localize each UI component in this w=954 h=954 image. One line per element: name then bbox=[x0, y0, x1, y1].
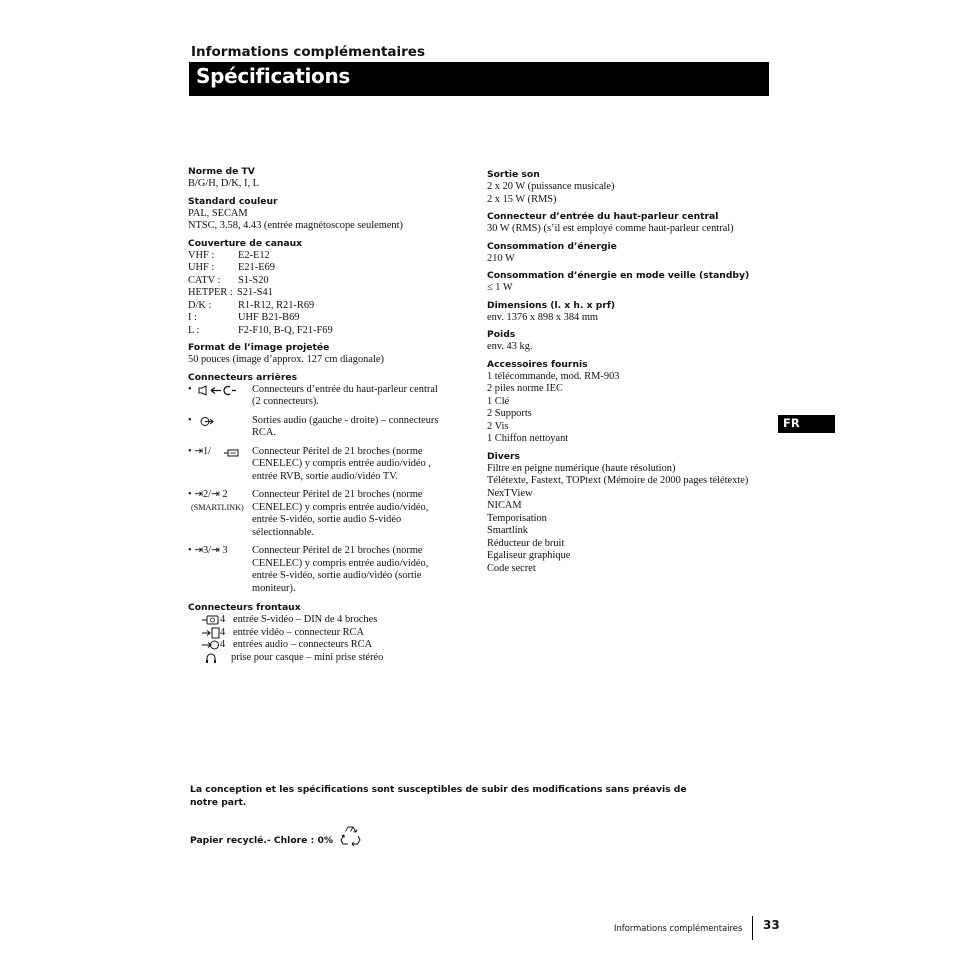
connector-desc: entrées audio – connecteurs RCA bbox=[233, 639, 373, 650]
language-tab bbox=[778, 415, 835, 433]
channel-row bbox=[188, 300, 478, 313]
connector-desc: prise pour casque – mini prise stéréo bbox=[231, 651, 384, 663]
spec-value: 2 Supports bbox=[487, 408, 532, 419]
footer-divider bbox=[752, 916, 753, 940]
spec-value: Réducteur de bruit bbox=[487, 537, 565, 549]
spec-value: ≤ 1 W bbox=[487, 282, 513, 293]
left-column bbox=[188, 165, 478, 668]
connector-desc: entrée S-vidéo, sortie audio/vidéo (sortie bbox=[252, 570, 422, 581]
channel-range: F2-F10, B-Q, F21-F69 bbox=[238, 324, 333, 336]
spec-tv-standard bbox=[188, 165, 478, 191]
connector-symbol bbox=[188, 384, 252, 397]
spec-value: 210 W bbox=[487, 252, 515, 264]
front-connector-item bbox=[188, 639, 478, 652]
channel-band: HETPER : bbox=[188, 287, 233, 298]
connector-label: • ⇥2/⇥ 2 bbox=[188, 489, 228, 500]
spec-heading: Poids bbox=[487, 329, 516, 340]
connector-desc: Connecteurs d’entrée du haut-parleur central bbox=[252, 383, 438, 395]
channel-band: VHF : bbox=[188, 249, 215, 261]
connector-desc: CENELEC) y compris entrée audio/vidéo, bbox=[252, 557, 429, 569]
connector-desc: entrée RVB, sortie audio/vidéo TV. bbox=[252, 470, 398, 482]
front-connector-item bbox=[188, 614, 478, 627]
spec-heading: Connecteurs arrières bbox=[188, 371, 298, 383]
spec-heading: Consommation d’énergie en mode veille (standby) bbox=[487, 270, 750, 281]
spec-value: 2 x 15 W (RMS) bbox=[487, 193, 557, 205]
channel-row bbox=[188, 275, 478, 288]
spec-heading: Dimensions (l. x h. x prf) bbox=[487, 299, 616, 311]
footer-section-name: Informations complémentaires bbox=[614, 923, 743, 933]
connector-symbol bbox=[188, 446, 252, 459]
page-number: 33 bbox=[763, 918, 780, 932]
channel-range: E21-E69 bbox=[238, 262, 275, 273]
spec-rear-connectors bbox=[188, 371, 478, 596]
spec-weight bbox=[487, 328, 777, 354]
spec-value: 2 x 20 W (puissance musicale) bbox=[487, 181, 615, 192]
spec-misc bbox=[487, 450, 777, 576]
spec-heading: Sortie son bbox=[487, 169, 540, 180]
disclaimer-notice: La conception et les spécifications sont susceptibles de subir des modifications sans préavis de notre part. bbox=[190, 784, 687, 808]
rear-connector-item bbox=[188, 489, 478, 539]
video-input-icon bbox=[202, 627, 220, 639]
language-label: FR bbox=[783, 416, 800, 430]
spec-accessories bbox=[487, 358, 777, 446]
spec-value: NexTView bbox=[487, 487, 533, 499]
channel-range: S21-S41 bbox=[237, 287, 273, 298]
spec-heading: Consommation d’énergie bbox=[487, 240, 617, 252]
spec-dimensions bbox=[487, 299, 777, 325]
spec-color-standard bbox=[188, 195, 478, 233]
spec-standby-power bbox=[487, 269, 777, 295]
spec-heading: Couverture de canaux bbox=[188, 237, 303, 249]
connector-desc: Connecteur Péritel de 21 broches (norme bbox=[252, 545, 423, 556]
spec-value: Smartlink bbox=[487, 525, 528, 536]
smartlink-label: (SMARTLINK) bbox=[191, 502, 244, 512]
recycled-paper-note: Papier recyclé.- Chlore : 0% bbox=[190, 835, 334, 846]
connector-number: 4 bbox=[220, 626, 226, 638]
rear-connector-item bbox=[188, 415, 478, 440]
bullet: • bbox=[188, 414, 192, 426]
connector-symbol bbox=[188, 545, 252, 558]
spec-channel-coverage bbox=[188, 237, 478, 338]
spec-value: 1 télécommande, mod. RM-903 bbox=[487, 370, 620, 382]
channel-row bbox=[188, 287, 478, 300]
spec-front-connectors bbox=[188, 601, 478, 664]
spec-heading: Divers bbox=[487, 450, 520, 462]
connector-label: • ⇥3/⇥ 3 bbox=[188, 545, 228, 556]
channel-row bbox=[188, 312, 478, 325]
spec-value: Temporisation bbox=[487, 512, 547, 524]
spec-heading: Accessoires fournis bbox=[487, 358, 588, 370]
connector-desc: Connecteur Péritel de 21 broches (norme bbox=[252, 489, 423, 500]
section-title: Informations complémentaires bbox=[191, 44, 425, 60]
connector-desc: Sorties audio (gauche - droite) – connecteurs bbox=[252, 414, 439, 426]
spec-heading: Format de l’image projetée bbox=[188, 342, 330, 353]
spec-value: NICAM bbox=[487, 500, 522, 511]
audio-output-icon bbox=[199, 416, 215, 427]
rgb-input-icon bbox=[224, 447, 240, 458]
page-title: Spécifications bbox=[196, 64, 351, 88]
connector-number: 4 bbox=[220, 639, 226, 650]
connector-symbol bbox=[188, 489, 252, 514]
connector-desc: Connecteur Péritel de 21 broches (norme bbox=[252, 445, 423, 457]
channel-band: D/K : bbox=[188, 299, 212, 311]
spec-value: Egaliseur graphique bbox=[487, 550, 571, 561]
connector-symbol bbox=[188, 415, 252, 428]
page-title-bar bbox=[189, 62, 769, 96]
channel-band: UHF : bbox=[188, 262, 215, 273]
rear-connector-item bbox=[188, 384, 478, 409]
connector-desc: CENELEC) y compris entrée audio/vidéo, bbox=[252, 501, 429, 513]
channel-row bbox=[188, 262, 478, 275]
connector-label: • ⇥1/ bbox=[188, 445, 212, 457]
connector-desc: entrée S-vidéo – DIN de 4 broches bbox=[233, 614, 378, 625]
speaker-input-icon bbox=[197, 385, 237, 396]
connector-desc: entrée S-vidéo, sortie audio S-vidéo bbox=[252, 514, 402, 525]
spec-heading: Standard couleur bbox=[188, 195, 278, 207]
spec-value: 50 pouces (image d’approx. 127 cm diagonale) bbox=[188, 354, 384, 365]
connector-desc: entrée vidéo – connecteur RCA bbox=[233, 626, 364, 638]
channel-row bbox=[188, 325, 478, 338]
connector-desc: RCA. bbox=[252, 427, 276, 438]
spec-value: 1 Clé bbox=[487, 395, 510, 407]
connector-desc: CENELEC) y compris entrée audio/vidéo , bbox=[252, 458, 431, 469]
connector-number: 4 bbox=[220, 614, 226, 625]
spec-value: Filtre en peigne numérique (haute résolution) bbox=[487, 462, 676, 474]
spec-value: env. 1376 x 898 x 384 mm bbox=[487, 311, 599, 323]
channel-band: L : bbox=[188, 324, 200, 336]
spec-value: PAL, SECAM bbox=[188, 207, 248, 219]
front-connector-item bbox=[188, 627, 478, 640]
bullet: • bbox=[188, 383, 192, 395]
spec-value: env. 43 kg. bbox=[487, 341, 533, 352]
rear-connector-item bbox=[188, 446, 478, 484]
spec-value: B/G/H, D/K, I, L bbox=[188, 178, 259, 189]
channel-range: UHF B21-B69 bbox=[238, 312, 300, 323]
spec-value: Code secret bbox=[487, 562, 536, 574]
audio-input-icon bbox=[202, 639, 220, 651]
spec-sound-output bbox=[487, 168, 777, 206]
right-column bbox=[487, 168, 777, 579]
spec-value: 2 piles norme IEC bbox=[487, 383, 563, 394]
spec-power bbox=[487, 240, 777, 266]
channel-range: R1-R12, R21-R69 bbox=[238, 299, 315, 311]
recycle-icon bbox=[340, 825, 361, 846]
spec-value: 30 W (RMS) (s’il est employé comme haut-parleur central) bbox=[487, 223, 734, 234]
spec-image-format bbox=[188, 341, 478, 367]
connector-desc: sélectionnable. bbox=[252, 526, 315, 538]
front-connector-item bbox=[188, 652, 478, 665]
channel-range: E2-E12 bbox=[238, 249, 270, 261]
spec-heading: Norme de TV bbox=[188, 166, 255, 177]
spec-value: Télétexte, Fastext, TOPtext (Mémoire de 2000 pages télétexte) bbox=[487, 475, 749, 486]
headphones-icon bbox=[202, 652, 220, 664]
spec-heading: Connecteur d’entrée du haut-parleur central bbox=[487, 211, 719, 222]
channel-band: CATV : bbox=[188, 274, 221, 286]
spec-center-speaker bbox=[487, 210, 777, 236]
spec-value: 2 Vis bbox=[487, 420, 509, 432]
s-video-input-icon bbox=[202, 614, 220, 626]
connector-desc: moniteur). bbox=[252, 582, 296, 594]
connector-desc: (2 connecteurs). bbox=[252, 396, 319, 407]
spec-heading: Connecteurs frontaux bbox=[188, 602, 301, 613]
spec-value: 1 Chiffon nettoyant bbox=[487, 433, 569, 444]
channel-row bbox=[188, 250, 478, 263]
channel-range: S1-S20 bbox=[238, 274, 269, 286]
rear-connector-item bbox=[188, 545, 478, 595]
spec-value: NTSC, 3.58, 4.43 (entrée magnétoscope seulement) bbox=[188, 220, 403, 231]
channel-band: I : bbox=[188, 312, 197, 323]
